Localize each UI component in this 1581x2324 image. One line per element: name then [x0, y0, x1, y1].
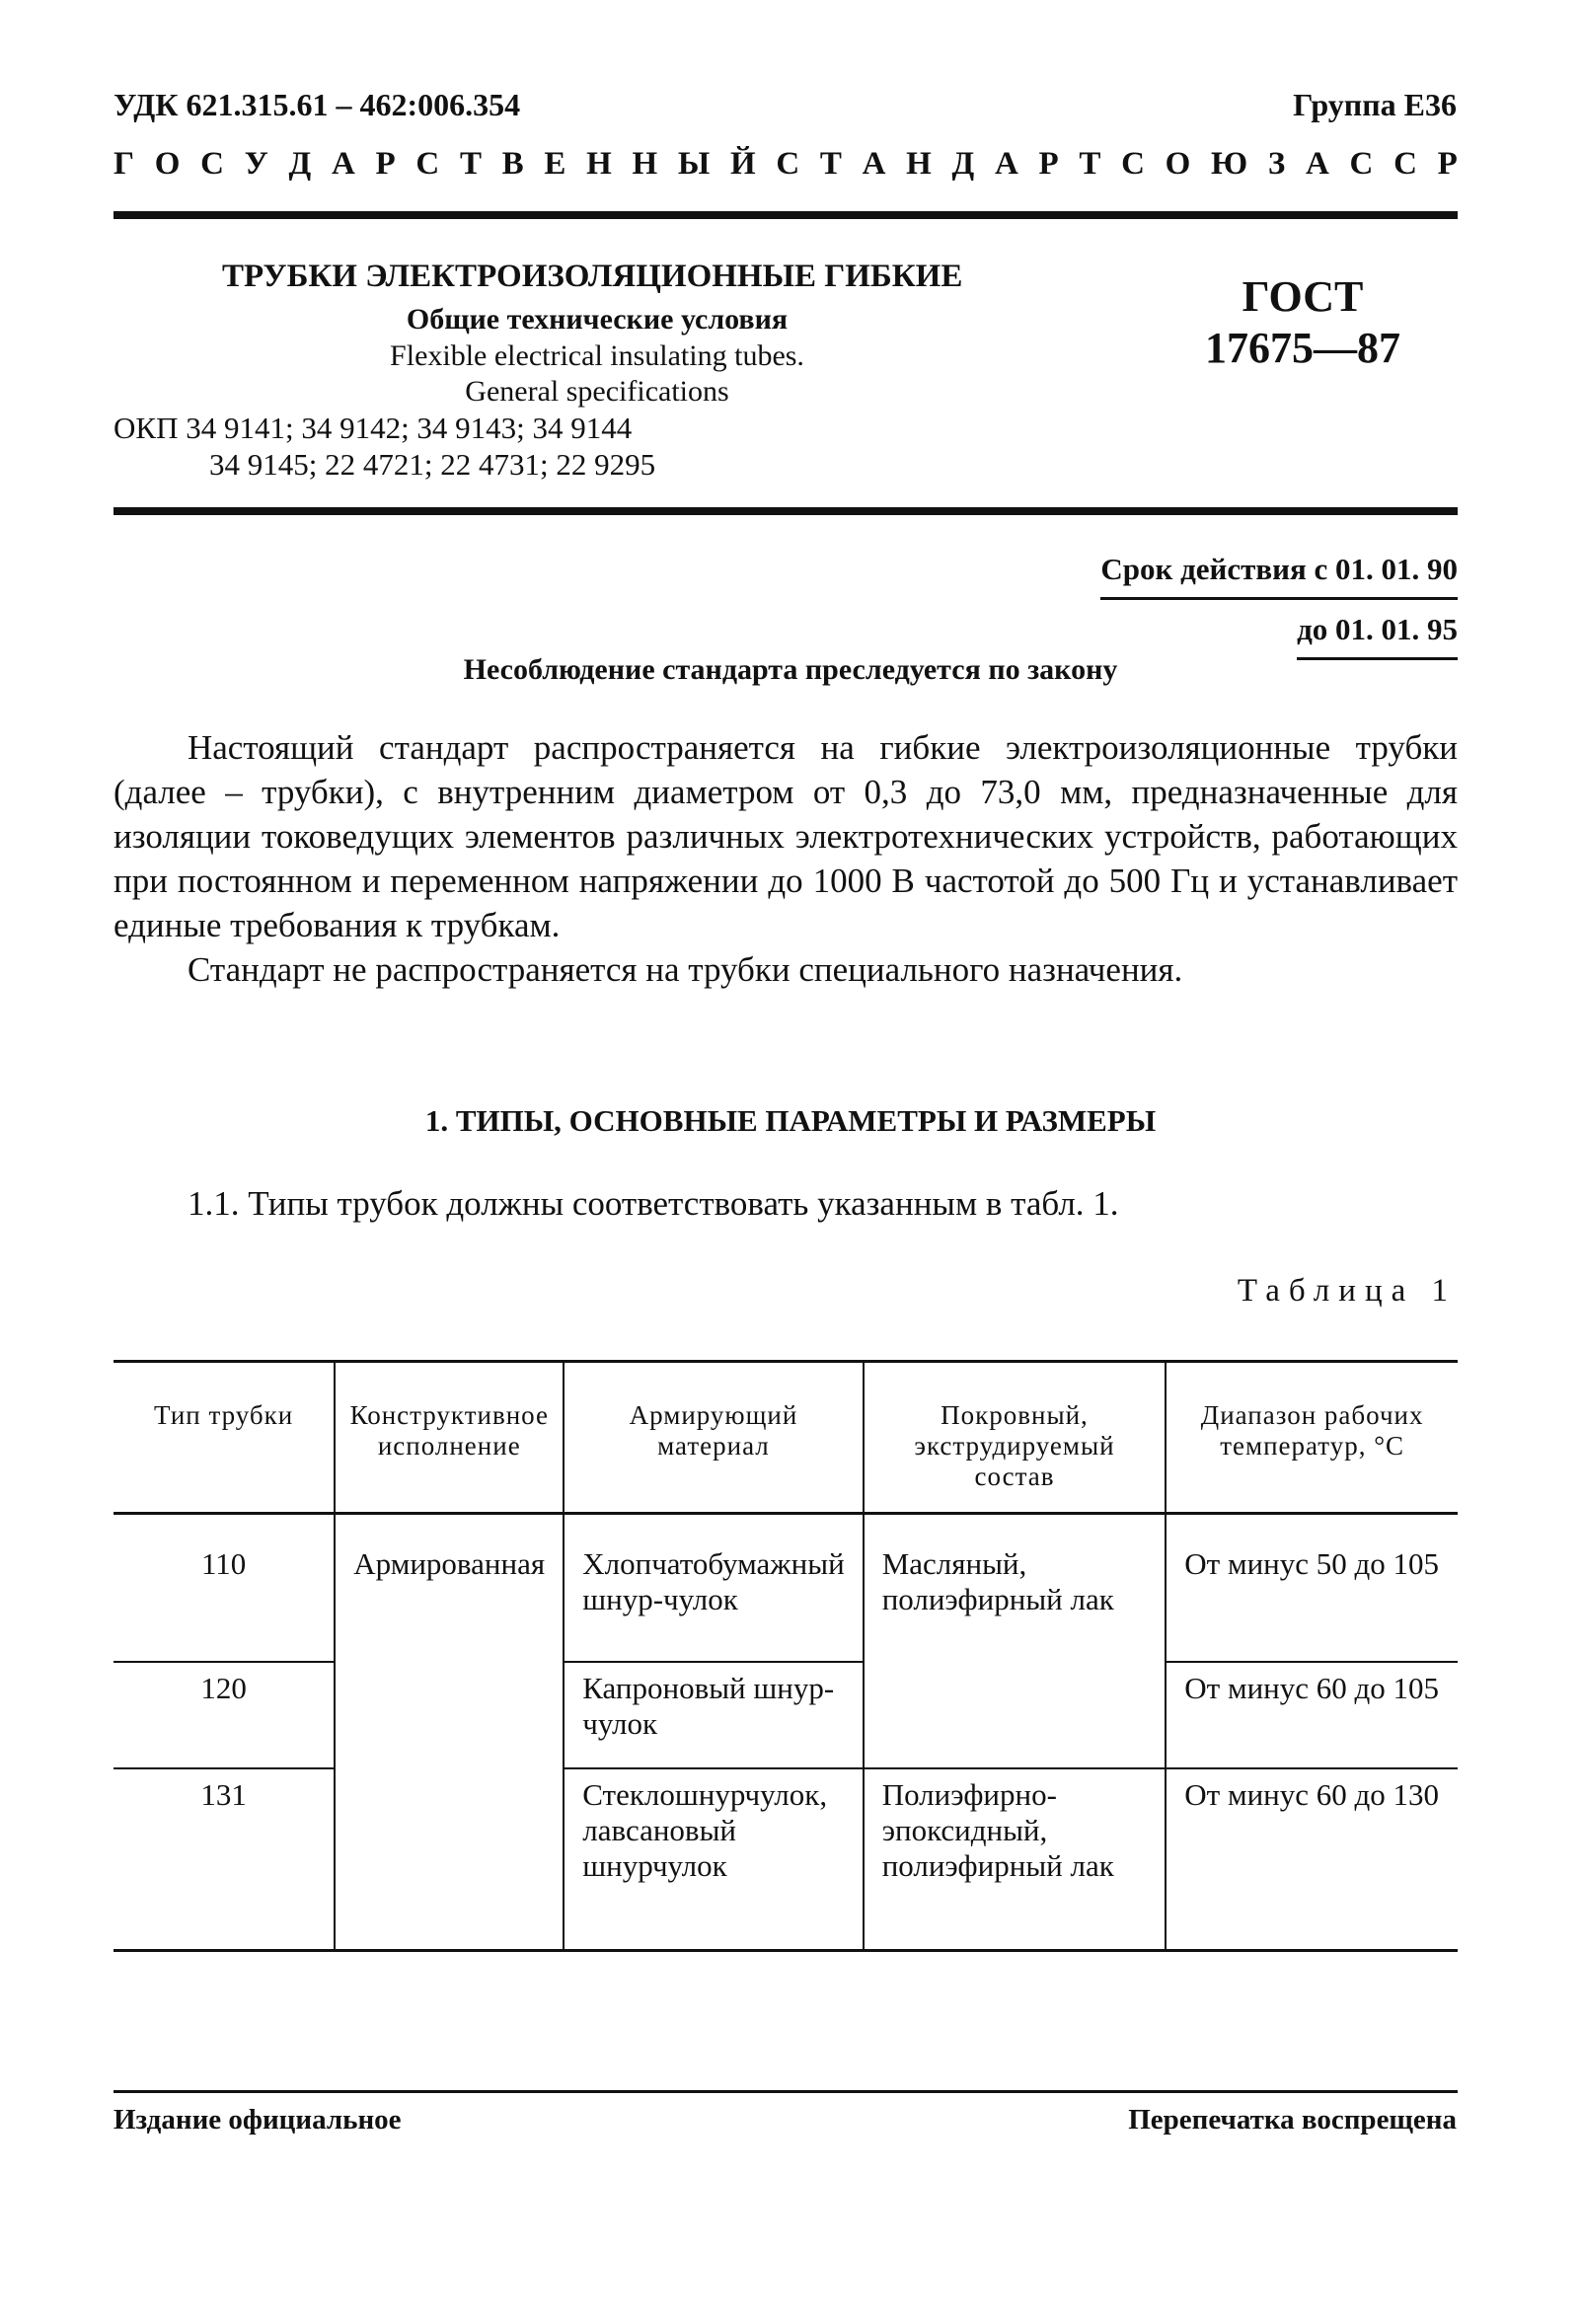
- cell-type: 120: [113, 1662, 335, 1768]
- group-code: Группа Е36: [1293, 87, 1457, 122]
- heading-letter: Т: [819, 146, 842, 182]
- heading-letter: Е: [544, 146, 566, 182]
- heading-letter: А: [994, 146, 1018, 182]
- heading-letter: Н: [906, 146, 932, 182]
- title-en-line1: Flexible electrical insulating tubes.: [390, 339, 804, 372]
- clause-1-1: 1.1. Типы трубок должны соответствовать указанным в табл. 1.: [188, 1184, 1119, 1223]
- heading-letter: С: [1349, 146, 1374, 182]
- cell-type: 131: [113, 1768, 335, 1951]
- title-ru: ТРУБКИ ЭЛЕКТРОИЗОЛЯЦИОННЫЕ ГИБКИЕ: [222, 259, 963, 294]
- heading-letter: Н: [632, 146, 658, 182]
- header-type: Тип трубки: [113, 1362, 335, 1514]
- heading-letter: Т: [1079, 146, 1101, 182]
- cell-coating: Полиэфирно-эпоксидный, полиэфирный лак: [864, 1768, 1167, 1951]
- heading-letter: С: [1393, 146, 1417, 182]
- cell-material: Капроновый шнур-чулок: [564, 1662, 863, 1768]
- heading-letter: А: [331, 146, 355, 182]
- heading-letter: Й: [729, 146, 756, 182]
- heading-letter: Н: [586, 146, 612, 182]
- okp-codes-line1: ОКП 34 9141; 34 9142; 34 9143; 34 9144: [113, 411, 633, 445]
- reprint-notice: Перепечатка воспрещена: [1128, 2104, 1457, 2136]
- gost-number: [1145, 271, 1461, 374]
- state-standard-heading: [113, 146, 1458, 183]
- header-construction: Конструктивное исполнение: [335, 1362, 564, 1514]
- cell-temperature: От минус 60 до 130: [1166, 1768, 1458, 1951]
- cell-temperature: От минус 50 до 105: [1166, 1514, 1458, 1662]
- cell-coating: Масляный, полиэфирный лак: [864, 1514, 1167, 1768]
- heading-letter: Р: [375, 146, 396, 182]
- title-rule: [113, 507, 1458, 515]
- udk-code: УДК 621.315.61 – 462:006.354: [113, 87, 521, 122]
- heading-letter: С: [415, 146, 440, 182]
- heading-letter: Д: [288, 146, 312, 182]
- heading-letter: Г: [113, 146, 134, 182]
- section-1-title: 1. ТИПЫ, ОСНОВНЫЕ ПАРАМЕТРЫ И РАЗМЕРЫ: [424, 1103, 1157, 1138]
- heading-letter: У: [244, 146, 268, 182]
- heading-letter: Р: [1437, 146, 1458, 182]
- okp-codes-line2: 34 9145; 22 4721; 22 4731; 22 9295: [209, 447, 656, 482]
- heading-letter: З: [1267, 146, 1286, 182]
- cell-type: 110: [113, 1514, 335, 1662]
- validity-period: [1100, 548, 1458, 660]
- intro-text: [113, 725, 1458, 992]
- heading-letter: С: [776, 146, 800, 182]
- heading-letter: О: [154, 146, 181, 182]
- heading-letter: Р: [1038, 146, 1059, 182]
- cell-temperature: От минус 60 до 105: [1166, 1662, 1458, 1768]
- heading-letter: А: [1306, 146, 1329, 182]
- cell-construction: Армированная: [335, 1514, 564, 1951]
- types-table: [113, 1360, 1458, 1952]
- footer-rule: [113, 2090, 1458, 2093]
- table-header-row: [113, 1362, 1458, 1514]
- header-coating: Покровный, экструдируемый состав: [864, 1362, 1167, 1514]
- heading-letter: Т: [459, 146, 482, 182]
- gost-label: ГОСТ: [1242, 272, 1364, 321]
- validity-to: до 01. 01. 95: [1297, 608, 1458, 660]
- table-row: [113, 1514, 1458, 1662]
- intro-paragraph-2: Стандарт не распространяется на трубки специального назначения.: [188, 950, 1183, 989]
- heading-letter: Ы: [677, 146, 711, 182]
- heading-letter: В: [501, 146, 524, 182]
- title-en-line2: General specifications: [465, 375, 729, 408]
- table-row: [113, 1662, 1458, 1768]
- heading-letter: Д: [951, 146, 975, 182]
- header-rule: [113, 211, 1458, 219]
- heading-letter: А: [862, 146, 886, 182]
- heading-letter: Ю: [1211, 146, 1248, 182]
- header-material: Армирующий материал: [564, 1362, 863, 1514]
- intro-paragraph-1: Настоящий стандарт распространяется на гибкие электроизоляционные трубки (далее – трубки), с внутренним диаметром от 0,3 до 73,0 мм, предназначенные для изоляции токоведущих элементов различных электротехнических устройств, работающих при постоянном и переменном напряжении до 1000 В частотой до 500 Гц и устанавливает единые требования к трубкам.: [113, 728, 1458, 944]
- table-caption: Таблица 1: [1237, 1273, 1457, 1309]
- heading-letter: О: [1165, 146, 1191, 182]
- heading-letter: С: [1121, 146, 1145, 182]
- edition-label: Издание официальное: [113, 2104, 402, 2136]
- table-row: [113, 1768, 1458, 1951]
- cell-material: Хлопчатобумажный шнур-чулок: [564, 1514, 863, 1662]
- gost-code: 17675—87: [1205, 324, 1400, 372]
- header-temperature: Диапазон рабочих температур, °С: [1166, 1362, 1458, 1514]
- validity-from: Срок действия с 01. 01. 90: [1100, 548, 1458, 600]
- heading-letter: С: [200, 146, 224, 182]
- legal-notice: Несоблюдение стандарта преследуется по закону: [463, 653, 1118, 686]
- subtitle-ru: Общие технические условия: [406, 303, 789, 336]
- cell-material: Стеклошнурчулок, лавсановый шнурчулок: [564, 1768, 863, 1951]
